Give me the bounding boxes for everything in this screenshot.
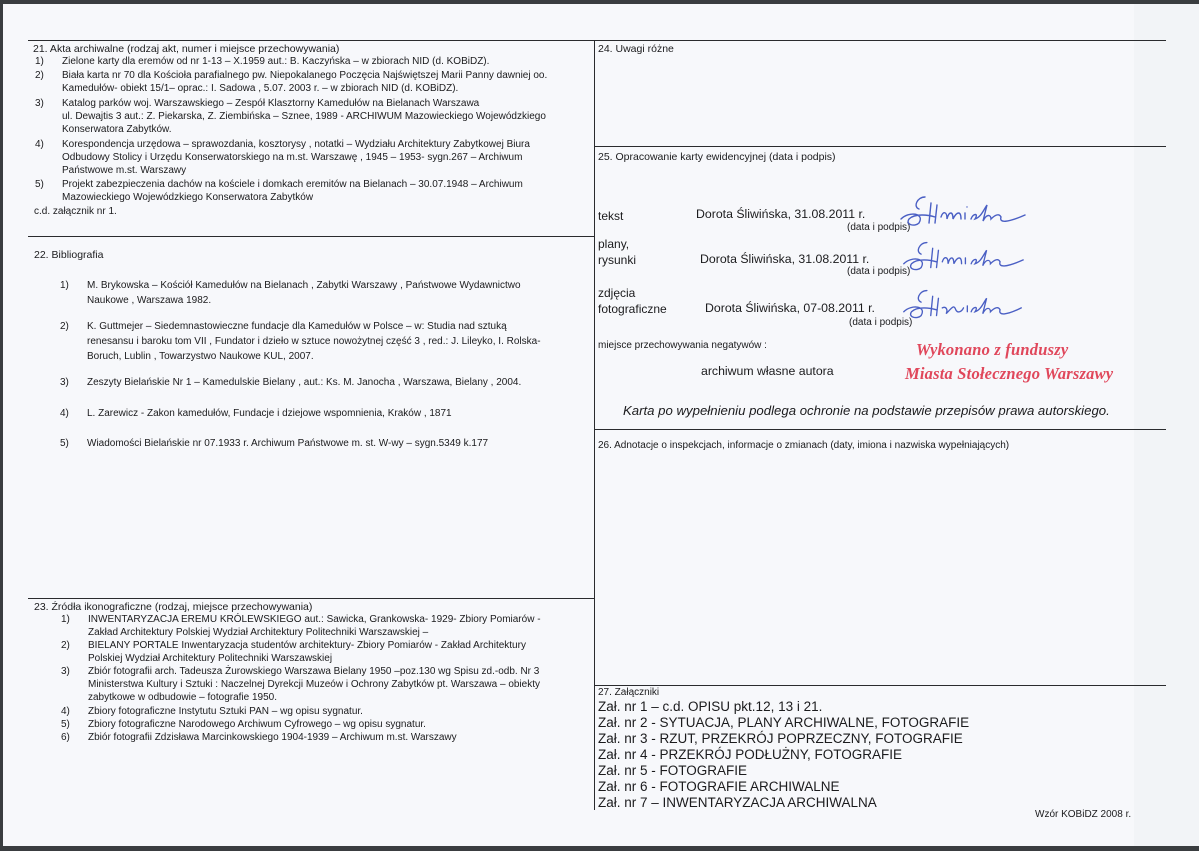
item-text: Zbiór fotografii arch. Tadeusza Żurowskiego Warszawa Bielany 1950 –poz.130 wg Spisu zd.-odb. Nr 3 (88, 666, 540, 677)
item-text: Zbiory fotograficzne Narodowego Archiwum Cyfrowego – wg opisu sygnatur. (88, 719, 426, 730)
item-number: 4) (61, 706, 70, 717)
item-number: 1) (60, 280, 69, 291)
divider-26-27 (594, 685, 1166, 686)
attachment-item: Zał. nr 2 - SYTUACJA, PLANY ARCHIWALNE, FOTOGRAFIE (598, 715, 970, 730)
item-text: Odbudowy Stolicy i Urzędu Konserwatorskiego na m.st. Warszawę , 1945 – 1953- sygn.267 – Archiwum (62, 152, 523, 163)
attachment-item: Zał. nr 6 - FOTOGRAFIE ARCHIWALNE (598, 779, 840, 794)
divider-24-25 (594, 146, 1166, 147)
item-text: Ministerstwa Kultury i Sztuki : Naczelnej Dyrekcji Muzeów i Ochrony Zabytków pt. Warszawa – obiekty (88, 679, 540, 690)
attachment-item: Zał. nr 3 - RZUT, PRZEKRÓJ POPRZECZNY, FOTOGRAFIE (598, 731, 963, 746)
item-number: 2) (60, 321, 69, 332)
section-21-title: 21. Akta archiwalne (rodzaj akt, numer i miejsce przechowywania) (33, 43, 340, 55)
attachment-item: Zał. nr 5 - FOTOGRAFIE (598, 763, 748, 778)
funding-stamp-line1: Wykonano z funduszy (916, 340, 1069, 359)
item-text: BIELANY PORTALE Inwentaryzacja studentów architektury- Zbiory Pomiarów - Zakład Architektury (88, 640, 526, 651)
author-date: Dorota Śliwińska, 07-08.2011 r. (705, 301, 875, 315)
divider-21-22 (28, 236, 594, 237)
item-number: 5) (61, 719, 70, 730)
section-27-title: 27. Załączniki (598, 687, 660, 698)
top-border-line (28, 40, 1166, 41)
item-text: Konserwatora Zabytków. (62, 124, 172, 135)
copyright-note: Karta po wypełnieniu podlega ochronie na podstawie przepisów prawa autorskiego. (623, 403, 1110, 418)
item-text: Boruch, Lublin , Towarzystwo Naukowe KUL, 2007. (87, 351, 314, 362)
template-footer: Wzór KOBiDZ 2008 r. (1035, 809, 1132, 820)
date-signature-caption: (data i podpis) (847, 266, 911, 277)
item-text: Państwowe m.st. Warszawy (62, 165, 187, 176)
item-text: Projekt zabezpieczenia dachów na kościele i domkach eremitów na Bielanach – 30.07.1948 – Archiwum (62, 179, 523, 190)
row-label-photos: zdjęcia (598, 286, 636, 300)
section-24-title: 24. Uwagi różne (598, 43, 674, 55)
negatives-location-value: archiwum własne autora (701, 364, 834, 378)
row-label-plans: plany, (598, 237, 630, 251)
item-text: Zeszyty Bielańskie Nr 1 – Kamedulskie Bielany , aut.: Ks. M. Janocha , Warszawa, Bielany , 2004. (87, 377, 522, 388)
item-number: 5) (35, 179, 44, 190)
attachment-item: Zał. nr 7 – INWENTARYZACJA ARCHIWALNA (598, 795, 877, 810)
item-text: Biała karta nr 70 dla Kościoła parafialnego pw. Niepokalanego Poczęcia Najświętszej Marii Panny dawniej oo. (62, 70, 548, 81)
signature-image (898, 286, 1028, 324)
item-text: Kamedułów- obiekt 15/1– oprac.: I. Sadowa , 5.07. 2003 r. – w zbiorach NID (d. KOBiDZ). (62, 83, 459, 94)
item-text: Wiadomości Bielańskie nr 07.1933 r. Archiwum Państwowe m. st. W-wy – sygn.5349 k.177 (87, 438, 489, 449)
item-text: Zbiór fotografii Zdzisława Marcinkowskiego 1904-1939 – Archiwum m.st. Warszawy (88, 732, 457, 743)
item-text: Katalog parków woj. Warszawskiego – Zespół Klasztorny Kamedułów na Bielanach Warszawa (62, 98, 480, 109)
item-number: 2) (35, 70, 44, 81)
item-number: 5) (60, 438, 69, 449)
signature-image (898, 238, 1028, 276)
item-text: Zbiory fotograficzne Instytutu Sztuki PAN – wg opisu sygnatur. (88, 706, 363, 717)
attachment-item: Zał. nr 1 – c.d. OPISU pkt.12, 13 i 21. (598, 699, 823, 714)
funding-stamp-line2: Miasta Stołecznego Warszawy (905, 364, 1114, 383)
section-22-title: 22. Bibliografia (34, 249, 104, 261)
item-number: 3) (61, 666, 70, 677)
item-text: INWENTARYZACJA EREMU KRÓLEWSKIEGO aut.: Sawicka, Grankowska- 1929- Zbiory Pomiarów - (88, 614, 541, 625)
item-text: Mazowieckiego Wojewódzkiego Konserwatora Zabytków (62, 192, 314, 203)
date-signature-caption: (data i podpis) (849, 317, 913, 328)
page-margin (1134, 4, 1199, 846)
divider-22-23 (28, 598, 594, 599)
item-text: Polskiej Wydział Architektury Politechniki Warszawskiej (88, 653, 333, 664)
row-label-text: tekst (598, 209, 624, 223)
item-text: M. Brykowska – Kościół Kamedułów na Bielanach , Zabytki Warszawy , Państwowe Wydawnictwo (87, 280, 521, 291)
signature-image (895, 193, 1030, 231)
item-number: 2) (61, 640, 70, 651)
item-text: Naukowe , Warszawa 1982. (87, 295, 212, 306)
item-number: 6) (61, 732, 70, 743)
divider-25-26 (594, 429, 1166, 430)
item-text: zabytkowe w odbudowie – fotografie 1950. (88, 692, 278, 703)
date-signature-caption: (data i podpis) (847, 222, 911, 233)
section-21-continuation: c.d. załącznik nr 1. (34, 206, 117, 217)
attachment-item: Zał. nr 4 - PRZEKRÓJ PODŁUŻNY, FOTOGRAFIE (598, 747, 903, 762)
section-25-title: 25. Opracowanie karty ewidencyjnej (data i podpis) (598, 151, 836, 163)
item-number: 1) (35, 56, 44, 67)
item-number: 4) (60, 408, 69, 419)
item-text: Korespondencja urzędowa – sprawozdania, kosztorysy , notatki – Wydziału Architektury Zabytkowej Biura (62, 139, 530, 150)
item-text: renesansu i baroku tom VII , Fundator i dzieło w sztuce nowożytnej część 3 , red.: J. Lileyko, I. Rolska- (87, 336, 541, 347)
row-label-drawings: rysunki (598, 253, 637, 267)
item-number: 4) (35, 139, 44, 150)
section-23-title: 23. Źródła ikonograficzne (rodzaj, miejsce przechowywania) (34, 601, 313, 613)
section-26-title: 26. Adnotacje o inspekcjach, informacje o zmianach (daty, imiona i nazwiska wypełniających) (598, 440, 1010, 451)
negatives-location-label: miejsce przechowywania negatywów : (598, 340, 767, 351)
item-text: ul. Dewajtis 3 aut.: Z. Piekarska, Z. Ziembińska – Sznee, 1989 - ARCHIWUM Mazowieckiego Wojewódzkiego (62, 111, 546, 122)
item-text: Zielone karty dla eremów od nr 1-13 – X.1959 aut.: B. Kaczyńska – w zbiorach NID (d. KOBiDZ). (62, 56, 490, 67)
author-date: Dorota Śliwińska, 31.08.2011 r. (700, 252, 870, 266)
item-number: 1) (61, 614, 70, 625)
item-number: 3) (35, 98, 44, 109)
item-text: K. Guttmejer – Siedemnastowieczne fundacje dla Kamedułów w Polsce – w: Studia nad sztuką (87, 321, 507, 332)
item-text: Zakład Architektury Polskiej Wydział Architektury Politechniki Warszawskiej – (88, 627, 429, 638)
center-column-divider (594, 40, 595, 810)
item-number: 3) (60, 377, 69, 388)
row-label-photographic: fotograficzne (598, 302, 667, 316)
item-text: L. Zarewicz - Zakon kamedułów, Fundacje i dziejowe wspomnienia, Kraków , 1871 (87, 408, 452, 419)
author-date: Dorota Śliwińska, 31.08.2011 r. (696, 207, 866, 221)
